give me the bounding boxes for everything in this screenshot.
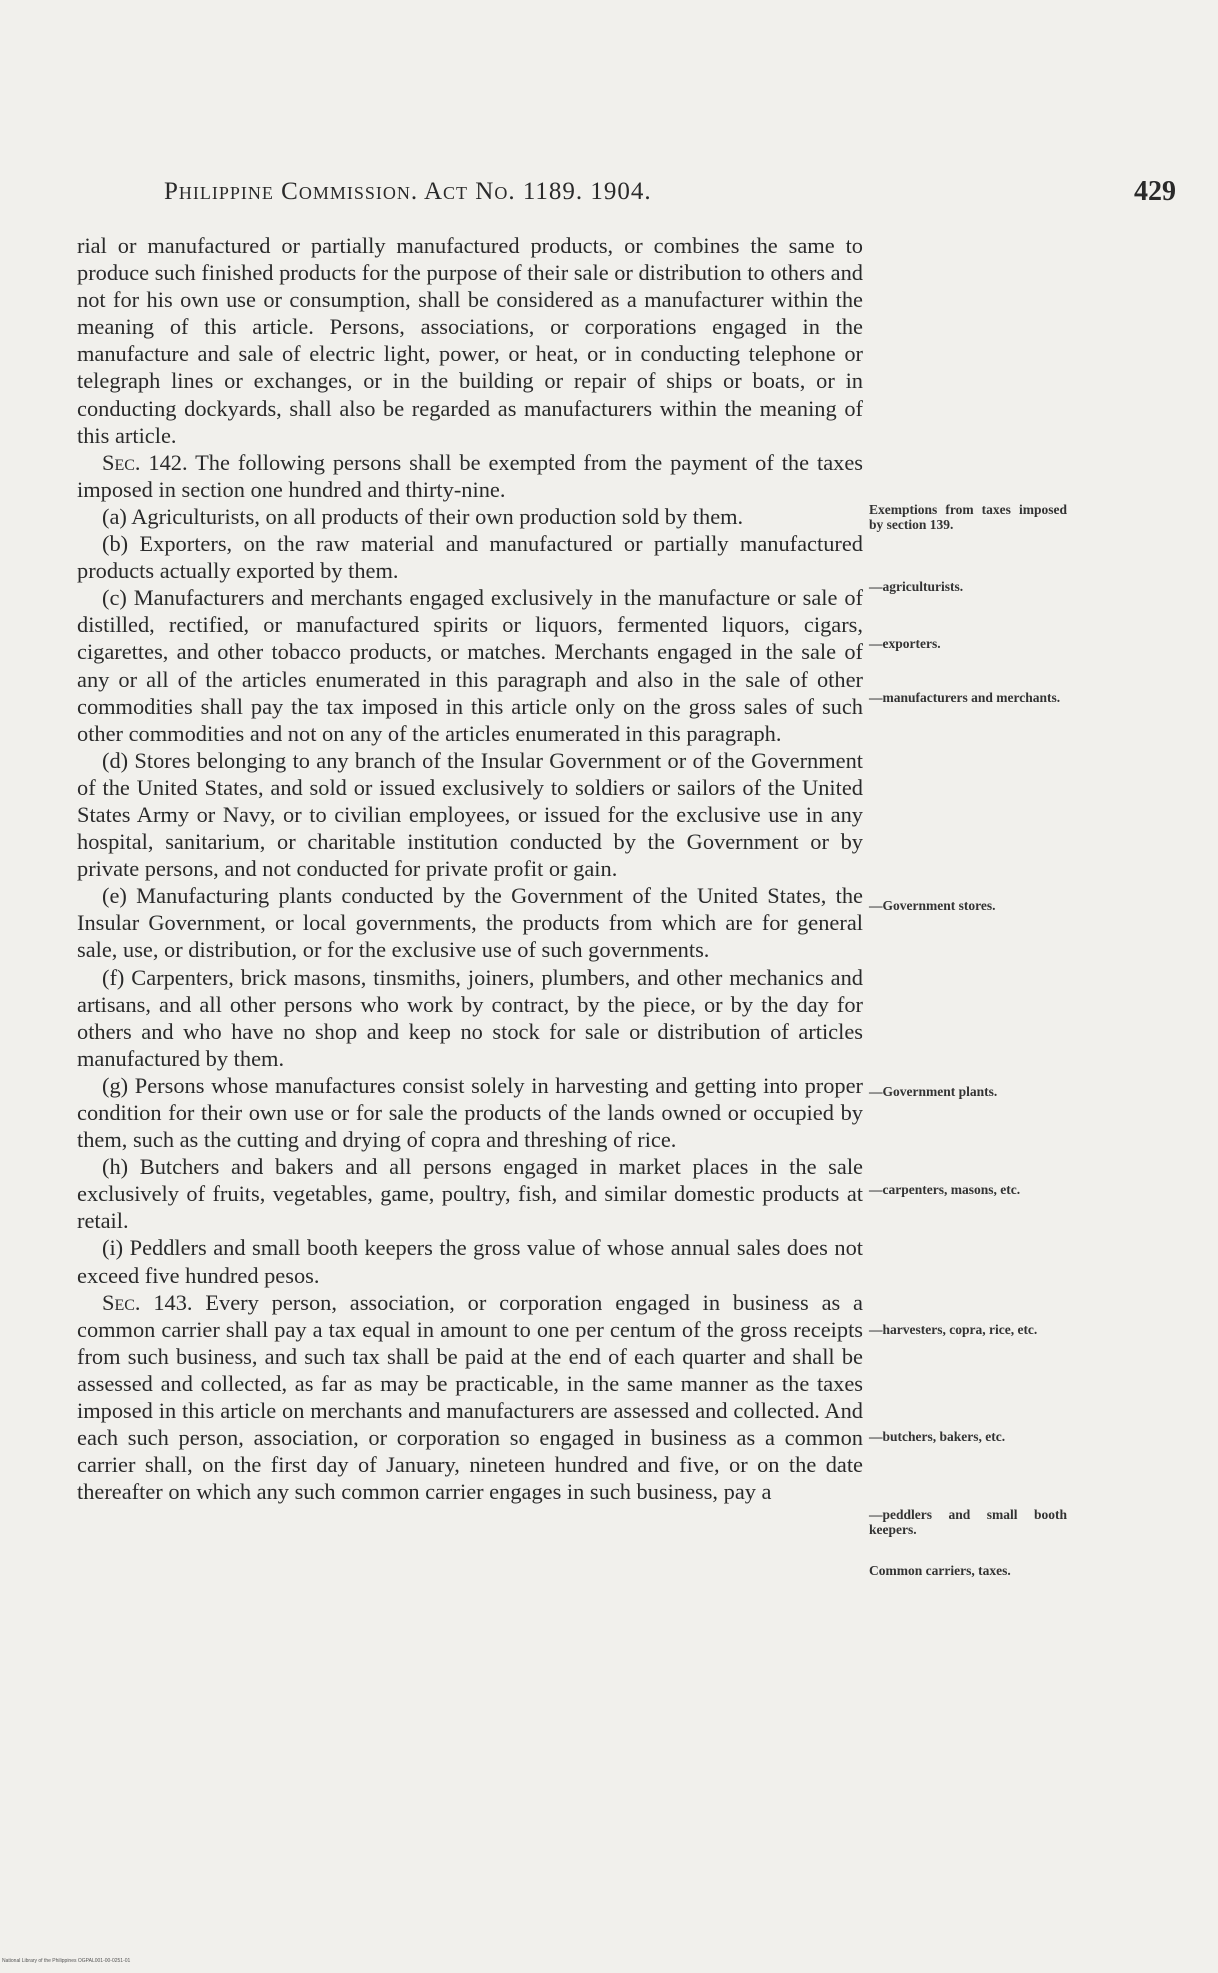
clause-label: (a) bbox=[102, 503, 127, 529]
paragraph-continuation: rial or manufactured or partially manufactured products, or combines the same to produce such finished products for the purpose of their sale or distribution to others and not for his own use or consumption, shall be considered as a manufacturer within the meaning of this article. Persons, associations, or corporations engaged in the manufacture and sale of electric light, power, or heat, or in conducting telephone or telegraph lines or exchanges, or in the building or repair of ships or boats, or in conducting dockyards, shall also be regarded as manufacturers within the meaning of this article. bbox=[77, 233, 863, 448]
paragraph-clause-c: (c) Manufacturers and merchants engaged exclusively in the manufacture or sale of distilled, rectified, or manufactured spirits or liquors, fermented liquors, cigars, cigarettes, and other tobacco products, or matches. Merchants engaged in the sale of any or all of the articles enumerated in this paragraph and also in the sale of other commodities shall pay the tax imposed in this article only on the gross sales of such other commodities and not on any of the articles enumerated in this paragraph. bbox=[77, 585, 863, 746]
page-header bbox=[164, 178, 1176, 218]
paragraph-sec-143: Sec. 143. Every person, association, or corporation engaged in business as a common carrier shall pay a tax equal in amount to one per centum of the gross receipts from such business, and such tax shall be paid at the end of each quarter and shall be assessed and collected, as far as may be practicable, in the same manner as the taxes imposed in this article on merchants and manufacturers are assessed and collected. And each such person, association, or corporation so engaged in business as a common carrier shall, on the first day of January, nineteen hundred and five, or on the date thereafter on which any such common carrier engages in such business, pay a bbox=[77, 1289, 863, 1505]
margin-note-government-stores: —Government stores. bbox=[869, 898, 996, 913]
margin-note-exporters: —exporters. bbox=[869, 636, 941, 651]
section-label: Sec. 142. bbox=[102, 449, 188, 475]
margin-note-harvesters: —harvesters, copra, rice, etc. bbox=[869, 1322, 1038, 1337]
margin-note-peddlers: —peddlers and small booth keepers. bbox=[869, 1507, 1067, 1537]
running-head: Philippine Commission. Act No. 1189. 1904. bbox=[164, 178, 652, 205]
margin-note-government-plants: —Government plants. bbox=[869, 1084, 998, 1099]
margin-note-common-carriers: Common carriers, taxes. bbox=[869, 1563, 1011, 1578]
paragraph-clause-i: (i) Peddlers and small booth keepers the gross value of whose annual sales does not exceed five hundred pesos. bbox=[77, 1235, 863, 1288]
margin-note-manufacturers: —manufacturers and merchants. bbox=[869, 690, 1061, 705]
clause-label: (c) bbox=[102, 585, 127, 611]
page-number: 429 bbox=[1134, 176, 1176, 207]
clause-label: (d) bbox=[102, 747, 129, 773]
margin-note-exemptions: Exemptions from taxes imposed by section 139. bbox=[869, 502, 1067, 532]
paragraph-sec-142: Sec. 142. The following persons shall be exempted from the payment of the taxes imposed in section one hundred and thirty-nine. bbox=[77, 449, 863, 502]
clause-label: (e) bbox=[102, 883, 127, 909]
paragraph-clause-f: (f) Carpenters, brick masons, tinsmiths, joiners, plumbers, and other mechanics and artisans, and all other persons who work by contract, by the piece, or by the day for others and who have no shop and keep no stock for sale or distribution of articles manufactured by them. bbox=[77, 964, 863, 1071]
paragraph-clause-e: (e) Manufacturing plants conducted by the Government of the United States, the Insular Government, or local governments, the products from which are for general sale, use, or distribution, or for the exclusive use of such governments. bbox=[77, 883, 863, 963]
paragraph-clause-g: (g) Persons whose manufactures consist solely in harvesting and getting into proper condition for their own use or for sale the products of the lands owned or occupied by them, such as the cutting and drying of copra and threshing of rice. bbox=[77, 1072, 863, 1153]
paragraph-clause-b: (b) Exporters, on the raw material and manufactured or partially manufactured products actually exported by them. bbox=[77, 531, 863, 584]
clause-label: (h) bbox=[102, 1154, 129, 1180]
margin-note-carpenters: —carpenters, masons, etc. bbox=[869, 1182, 1021, 1197]
paragraph-clause-a: (a) Agriculturists, on all products of their own production sold by them. bbox=[102, 503, 744, 529]
margin-note-agriculturists: —agriculturists. bbox=[869, 579, 964, 594]
paragraph-clause-d: (d) Stores belonging to any branch of the Insular Government or of the Government of the United States, and sold or issued exclusively to soldiers or sailors of the United States Army or Navy, or to civilian employees, or issued for the exclusive use in any hospital, sanitarium, or charitable institution conducted by the Government or by private persons, and not conducted for private profit or gain. bbox=[77, 747, 863, 882]
footer-credit: National Library of the Philippines OGPAL001-00-0251-01 bbox=[2, 1958, 131, 1964]
clause-label: (g) bbox=[102, 1072, 129, 1098]
margin-note-butchers: —butchers, bakers, etc. bbox=[869, 1429, 1006, 1444]
clause-label: (b) bbox=[102, 531, 129, 557]
clause-label: (i) bbox=[102, 1235, 124, 1261]
section-label: Sec. 143. bbox=[102, 1289, 193, 1315]
body-text bbox=[77, 232, 863, 1505]
clause-label: (f) bbox=[102, 964, 125, 990]
paragraph-clause-h: (h) Butchers and bakers and all persons engaged in market places in the sale exclusively of fruits, vegetables, game, poultry, fish, and similar domestic products at retail. bbox=[77, 1154, 863, 1234]
